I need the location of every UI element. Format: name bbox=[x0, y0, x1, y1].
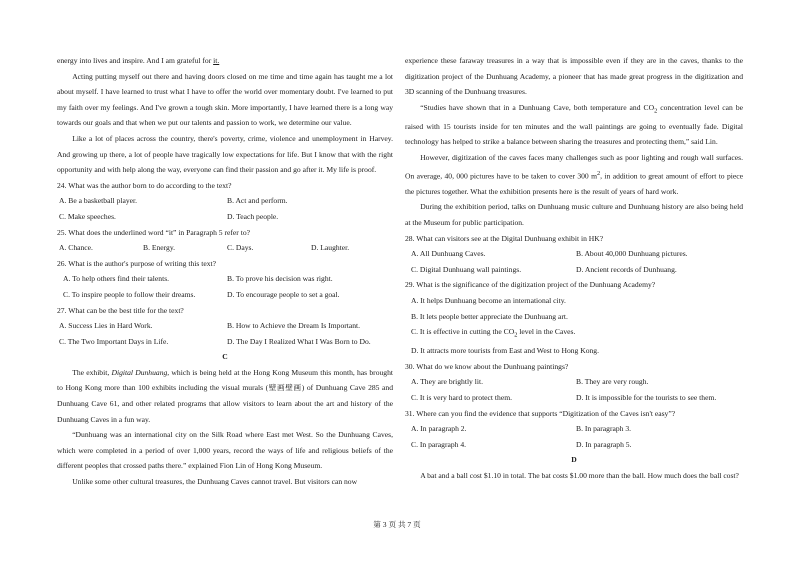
underlined-word: it. bbox=[213, 56, 220, 65]
option: B. They are very rough. bbox=[576, 377, 649, 387]
options-31 bbox=[405, 437, 743, 453]
options-30 bbox=[405, 374, 743, 390]
option: C. In paragraph 4. bbox=[411, 439, 467, 449]
question-26: 26. What is the author's purpose of writing this text? bbox=[57, 258, 216, 268]
question-25: 25. What does the underlined word “it” in Paragraph 5 refer to? bbox=[57, 227, 251, 237]
options-26 bbox=[57, 287, 393, 303]
option: B. It lets people better appreciate the Dunhuang art. bbox=[411, 311, 568, 321]
left-column bbox=[57, 53, 393, 490]
paragraph: A bat and a ball cost $1.10 in total. The bat costs $1.00 more than the ball. How much does the ball cost? bbox=[420, 471, 739, 480]
options-28 bbox=[405, 246, 743, 262]
option: C. Make speeches. bbox=[59, 211, 116, 221]
option bbox=[405, 324, 743, 343]
options-24 bbox=[57, 193, 393, 209]
option: B. To prove his decision was right. bbox=[227, 274, 333, 284]
paragraph: “Dunhuang was an international city on the Silk Road where East met West. So the Dunhuang Caves, which were completed in a period of over 1,000 years, record the ways of life and religious beliefs of the different peoples that crossed paths there.” explained Fion Lin of Hong Kong Museum. bbox=[57, 430, 393, 471]
option: B. In paragraph 3. bbox=[576, 424, 632, 434]
option: D. It attracts more tourists from East and West to Hong Kong. bbox=[411, 346, 600, 356]
paragraph bbox=[405, 100, 743, 150]
paragraph-text: concentration level can be raised with 15 tourists inside for ten minutes and the wall paintings are going to eventually fade. Digital technology has helped to strike a balance between sharing the treasures and protecting them,” said Lin. bbox=[405, 102, 743, 147]
option: B. How to Achieve the Dream Is Important. bbox=[227, 321, 361, 331]
question-24: 24. What was the author born to do according to the text? bbox=[57, 180, 232, 190]
option-text: C. It is effective in cutting the CO bbox=[411, 327, 515, 337]
option: A. Be a basketball player. bbox=[59, 196, 138, 206]
paragraph-text: , in addition to great amount of effort to piece the pictures together. What the exhibition presents here is the result of years of hard work. bbox=[405, 171, 743, 196]
section-heading-d: D bbox=[571, 455, 577, 465]
options-26 bbox=[57, 271, 393, 287]
right-column bbox=[405, 53, 743, 484]
options-28 bbox=[405, 262, 743, 278]
paragraph-text: energy into lives and inspire. And I am grateful for bbox=[57, 56, 214, 65]
options-25 bbox=[57, 240, 393, 256]
paragraph bbox=[57, 53, 393, 69]
option: A. They are brightly lit. bbox=[411, 377, 483, 387]
option-text: level in the Caves. bbox=[517, 327, 576, 337]
paragraph bbox=[57, 365, 393, 427]
option: A. Chance. bbox=[59, 243, 93, 253]
question-31: 31. Where can you find the evidence that supports “Digitization of the Caves isn't easy”? bbox=[405, 408, 676, 418]
option: A. To help others find their talents. bbox=[63, 274, 170, 284]
paragraph: Acting putting myself out there and having doors closed on me time and time again has taught me a lot about myself. I have learned to trust what I have to offer the world over momentary doubt. I've learned to put my faith over my feelings. And I've grown a tough skin. More importantly, I have learned there is a long way towards our goals and that when we put our talents and passion to work, we determine our value. bbox=[57, 71, 393, 128]
paragraph: experience these faraway treasures in a way that is impossible even if they are in the caves, thanks to the digitization project of the Dunhuang Academy, a pioneer that has made great progress in the digitization and 3D scanning of the Dunhuang treasures. bbox=[405, 56, 743, 97]
option: C. Digital Dunhuang wall paintings. bbox=[411, 264, 522, 274]
options-27 bbox=[57, 318, 393, 334]
option: D. The Day I Realized What I Was Born to Do. bbox=[227, 336, 371, 346]
paragraph: Unlike some other cultural treasures, the Dunhuang Caves cannot travel. But visitors can now bbox=[72, 477, 358, 487]
options-27 bbox=[57, 334, 393, 350]
option: A. All Dunhuang Caves. bbox=[411, 249, 486, 259]
superscript: 2 bbox=[597, 169, 601, 177]
paragraph-text: The exhibit, bbox=[72, 367, 112, 377]
option: C. It is very hard to protect them. bbox=[411, 393, 513, 403]
option: D. Teach people. bbox=[227, 211, 279, 221]
option: C. The Two Important Days in Life. bbox=[59, 336, 169, 346]
option: C. To inspire people to follow their dreams. bbox=[63, 289, 196, 299]
options-31 bbox=[405, 421, 743, 437]
page-number-footer: 第 3 页 共 7 页 bbox=[373, 520, 421, 529]
option: B. Act and perform. bbox=[227, 196, 288, 206]
paragraph: Like a lot of places across the country, there's poverty, crime, violence and unemployment in Harvey. And growing up there, a lot of people have tragically low expectations for life. But I know that with the right opportunity and with help along the way, everyone can find their passion and go after it. My life is proof. bbox=[57, 133, 393, 175]
option: B. About 40,000 Dunhuang pictures. bbox=[576, 249, 688, 259]
question-29: 29. What is the significance of the digitization project of the Dunhuang Academy? bbox=[405, 280, 656, 290]
option: D. It is impossible for the tourists to see them. bbox=[576, 393, 717, 403]
paragraph bbox=[405, 150, 743, 199]
question-30: 30. What do we know about the Dunhuang paintings? bbox=[405, 361, 569, 371]
option: A. In paragraph 2. bbox=[411, 424, 467, 434]
option: D. In paragraph 5. bbox=[576, 439, 632, 449]
section-heading-c: C bbox=[222, 352, 228, 362]
subscript: 2 bbox=[514, 331, 518, 339]
option: B. Energy. bbox=[143, 243, 176, 253]
question-28: 28. What can visitors see at the Digital Dunhuang exhibit in HK? bbox=[405, 233, 604, 243]
option: D. To encourage people to set a goal. bbox=[227, 289, 340, 299]
exhibit-title: Digital Dunhuang, bbox=[111, 367, 170, 377]
option: A. Success Lies in Hard Work. bbox=[59, 321, 153, 331]
paragraph-text: “Studies have shown that in a Dunhuang Cave, both temperature and CO bbox=[420, 102, 655, 112]
options-30 bbox=[405, 390, 743, 406]
paragraph-text: which is being held at the Hong Kong Museum this month, has brought to Hong Kong more than 100 exhibits including the visual murals (壁画壁画) of Dunhuang Cave 285 and Dunhuang Cave 61, and other related programs that allow visitors to learn about the art and history of the Dunhuang Caves in a fun way. bbox=[57, 367, 393, 424]
question-27: 27. What can be the best title for the text? bbox=[57, 305, 184, 315]
option: A. It helps Dunhuang become an international city. bbox=[411, 295, 566, 305]
option: D. Laughter. bbox=[311, 243, 350, 253]
options-24 bbox=[57, 209, 393, 225]
option: D. Ancient records of Dunhuang. bbox=[576, 264, 677, 274]
paragraph-text: However, digitization of the caves faces many challenges such as poor lighting and rough wall surfaces. On average, 40, 000 pictures have to be taken to cover 300 m bbox=[405, 153, 743, 181]
paragraph: During the exhibition period, talks on Dunhuang music culture and Dunhuang history are also being held at the Museum for public participation. bbox=[405, 202, 743, 227]
subscript: 2 bbox=[654, 107, 658, 115]
option: C. Days. bbox=[227, 243, 254, 253]
